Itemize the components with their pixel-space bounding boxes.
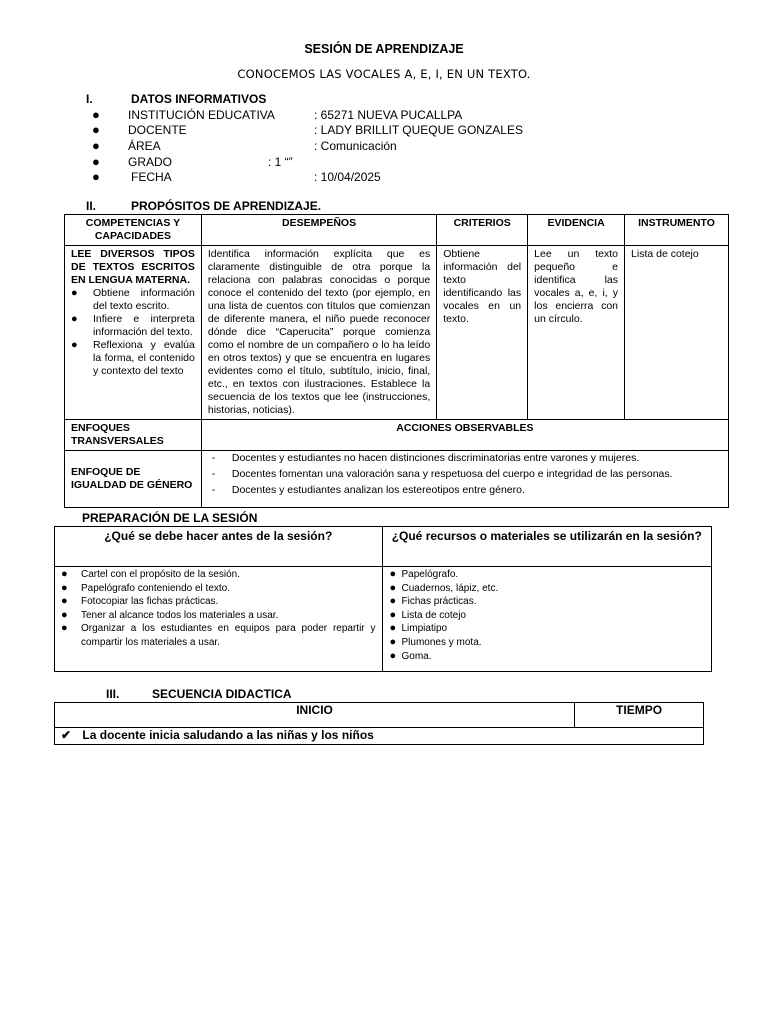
competencia-cell: [65, 246, 202, 420]
header-desempenos: DESEMPEÑOS: [201, 215, 436, 246]
check-icon: ✔: [61, 728, 72, 742]
antes-item: ● Cartel con el propósito de la sesión.: [61, 568, 376, 582]
preparacion-table: [54, 526, 712, 672]
recurso-item: ● Goma.: [390, 650, 706, 664]
section-3-title: SECUENCIA DIDACTICA: [152, 687, 292, 701]
info-value-institucion: : 65271 NUEVA PUCALLPA: [314, 108, 463, 122]
info-label-area: ÁREA: [128, 139, 161, 153]
info-value-area: : Comunicación: [314, 139, 397, 153]
header-criterios: CRITERIOS: [437, 215, 528, 246]
accion-item: - Docentes y estudiantes analizan los estereotipos entre género.: [208, 484, 722, 497]
section-1-title: DATOS INFORMATIVOS: [131, 92, 267, 106]
header-instrumento: INSTRUMENTO: [625, 215, 729, 246]
recursos-cell: [382, 567, 712, 672]
bullet-icon: ●: [92, 122, 100, 137]
header-competencias: COMPETENCIAS Y CAPACIDADES: [65, 215, 202, 246]
antes-item: ● Organizar a los estudiantes en equipos para poder repartir y compartir los materiales a usar.: [61, 622, 376, 649]
recurso-item: ● Plumones y mota.: [390, 636, 706, 650]
accion-item: - Docentes y estudiantes no hacen distinciones discriminatorias entre varones y mujeres.: [208, 452, 722, 465]
recurso-item: ● Fichas prácticas.: [390, 595, 706, 609]
info-value-grado: : 1 “”: [268, 155, 293, 169]
antes-list: [61, 568, 376, 650]
capacidad-item: ● Obtiene información del texto escrito.: [71, 287, 195, 313]
recurso-item: ● Papelógrafo.: [390, 568, 706, 582]
capacidad-item: ● Infiere e interpreta información del texto.: [71, 313, 195, 339]
instrumento-cell: Lista de cotejo: [625, 246, 729, 420]
competencia-text: LEE DIVERSOS TIPOS DE TEXTOS ESCRITOS EN LENGUA MATERNA.: [71, 248, 195, 286]
criterio-cell: Obtiene información del texto identificando las vocales en un texto.: [437, 246, 528, 420]
enfoque-genero: ENFOQUE DE IGUALDAD DE GÉNERO: [65, 451, 202, 508]
header-recursos: ¿Qué recursos o materiales se utilizarán en la sesión?: [382, 527, 712, 567]
antes-cell: [55, 567, 383, 672]
header-evidencia: EVIDENCIA: [528, 215, 625, 246]
info-label-grado: GRADO: [128, 155, 173, 169]
recursos-list: [390, 568, 706, 663]
page-title: SESIÓN DE APRENDIZAJE: [304, 42, 464, 56]
info-label-fecha: FECHA: [131, 170, 172, 184]
secuencia-row: [55, 728, 704, 745]
enfoques-label: ENFOQUES TRANSVERSALES: [65, 420, 202, 451]
header-inicio: INICIO: [55, 703, 575, 728]
secuencia-text: La docente inicia saludando a las niñas y los niños: [82, 728, 374, 742]
antes-item: ● Papelógrafo conteniendo el texto.: [61, 582, 376, 596]
accion-item: - Docentes fomentan una valoración sana y respetuosa del cuerpo e integridad de las personas.: [208, 468, 722, 481]
info-label-docente: DOCENTE: [128, 123, 187, 137]
acciones-label: ACCIONES OBSERVABLES: [201, 420, 728, 451]
secuencia-table: [54, 702, 704, 745]
info-value-fecha: : 10/04/2025: [314, 170, 381, 184]
recurso-item: ● Limpiatipo: [390, 622, 706, 636]
info-value-docente: : LADY BRILLIT QUEQUE GONZALES: [314, 123, 523, 137]
bullet-icon: ●: [92, 154, 100, 169]
preparacion-title: PREPARACIÓN DE LA SESIÓN: [82, 511, 258, 525]
section-1-number: I.: [86, 92, 93, 106]
section-2-title: PROPÓSITOS DE APRENDIZAJE.: [131, 199, 322, 213]
recurso-item: ● Lista de cotejo: [390, 609, 706, 623]
page-subtitle: CONOCEMOS LAS VOCALES A, E, I, EN UN TEXTO.: [237, 67, 531, 81]
desempeno-cell: Identifica información explícita que es claramente distinguible de otra porque la relaciona con palabras conocidas o porque conoce el contenido del texto (por ejemplo, en una lista de cuentos con títulos que comienzan de diferente manera, el niño puede reconocer dónde dice “Caperucita” porque comienza como el nombre de un compañero o lo ha leído en otros textos) y que se encuentra en lugares evidentes como el título, subtítulo, inicio, final, etc., en textos con ilustraciones. Establece la secuencia de los textos que lee (instrucciones, historias, noticias).: [201, 246, 436, 420]
bullet-icon: ●: [92, 107, 100, 122]
antes-item: ● Tener al alcance todos los materiales a usar.: [61, 609, 376, 623]
propositos-table: [64, 214, 729, 508]
recurso-item: ● Cuadernos, lápiz, etc.: [390, 582, 706, 596]
header-antes: ¿Qué se debe hacer antes de la sesión?: [55, 527, 383, 567]
info-label-institucion: INSTITUCIÓN EDUCATIVA: [128, 108, 275, 122]
acciones-list: [208, 452, 722, 497]
bullet-icon: ●: [92, 169, 100, 184]
header-tiempo: TIEMPO: [575, 703, 704, 728]
bullet-icon: ●: [92, 138, 100, 153]
section-2-number: II.: [86, 199, 97, 213]
antes-item: ● Fotocopiar las fichas prácticas.: [61, 595, 376, 609]
capacidad-item: ● Reflexiona y evalúa la forma, el contenido y contexto del texto: [71, 339, 195, 378]
capacidades-list: [71, 287, 195, 378]
evidencia-cell: Lee un texto pequeño e identifica las vocales a, e, i, y los encierra con un círculo.: [528, 246, 625, 420]
acciones-cell: [201, 451, 728, 508]
section-3-number: III.: [106, 687, 120, 701]
